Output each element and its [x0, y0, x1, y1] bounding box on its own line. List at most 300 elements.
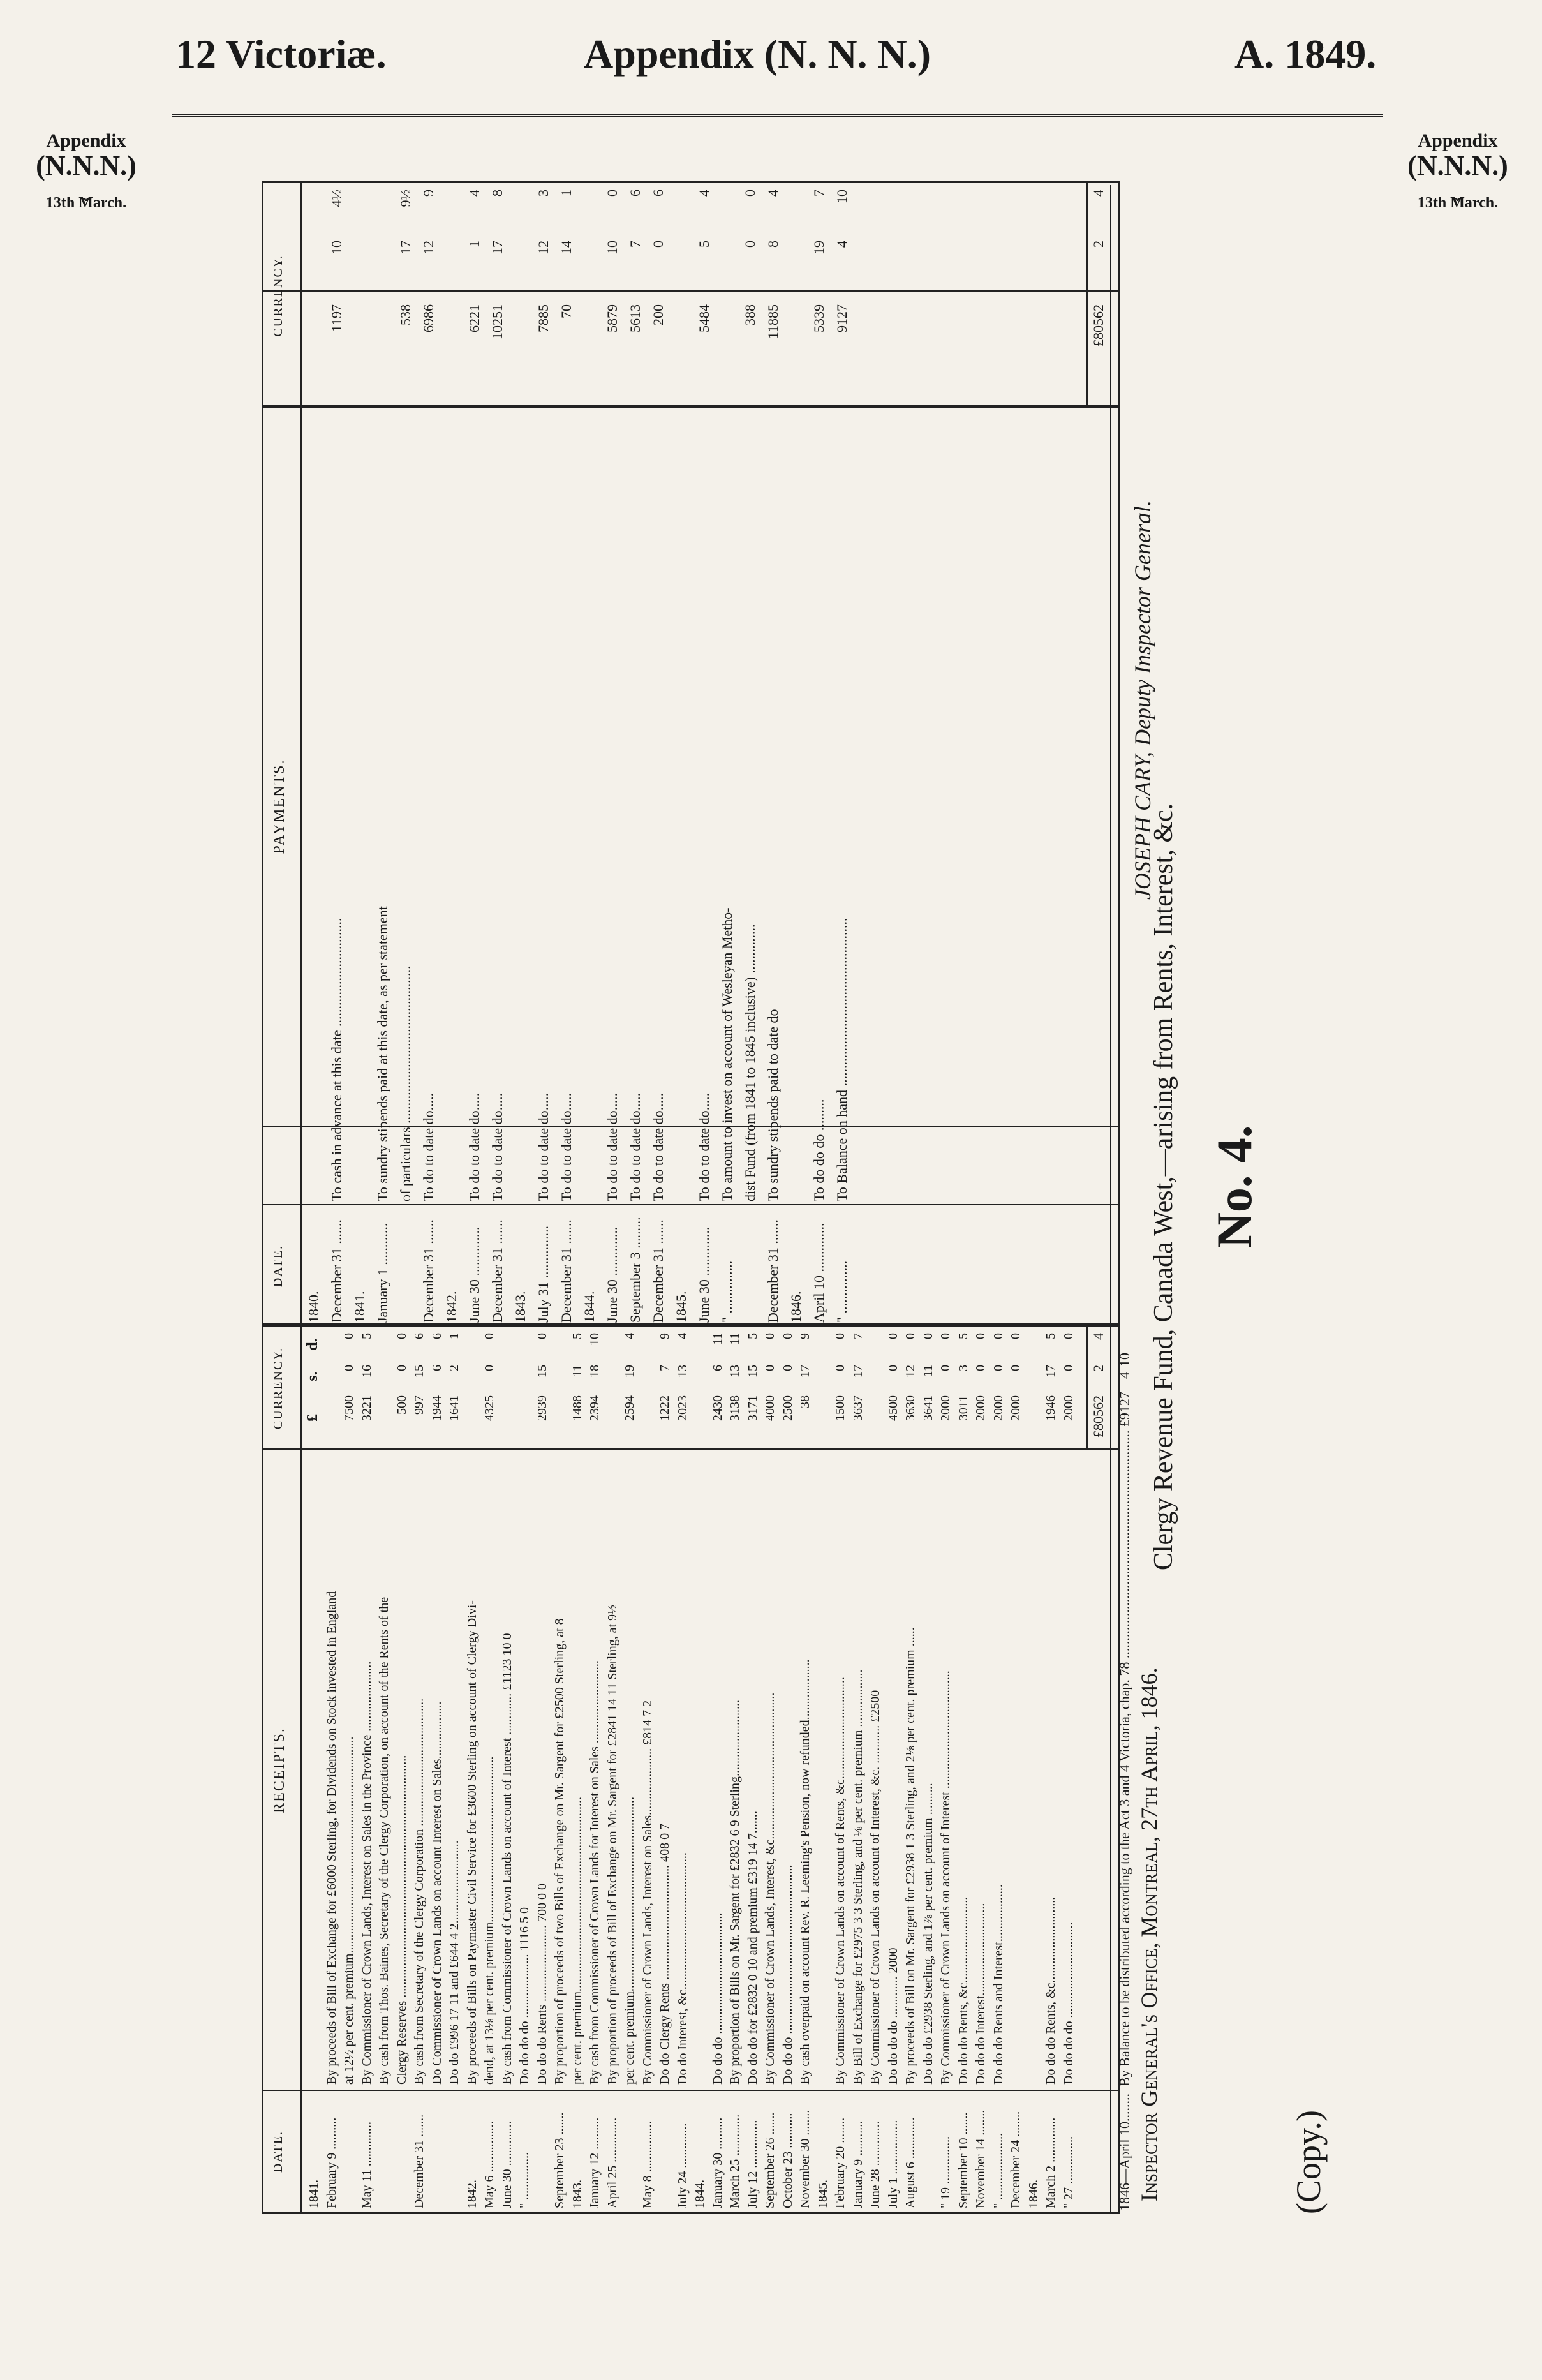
receipt-pounds: 997: [412, 1395, 426, 1415]
receipt-pence: 4: [623, 1333, 637, 1339]
receipt-date: May 6 ................: [482, 2121, 496, 2208]
payment-pounds: 5484: [696, 304, 712, 332]
receipt-pounds: 3637: [850, 1395, 865, 1421]
payment-pounds: 5613: [627, 304, 643, 332]
receipt-description: Do do do Rents, &c...........................: [1044, 1896, 1058, 2085]
receipts-date-heading: DATE.: [271, 2130, 285, 2173]
receipt-description: Clergy Reserves ............................................................................: [394, 1755, 409, 2085]
receipt-shillings: 0: [938, 1365, 953, 1371]
receipt-pence: 0: [886, 1333, 900, 1339]
receipt-shillings: 0: [833, 1365, 847, 1371]
col-divider: [263, 1448, 1118, 1450]
margin-date: 13th March.: [1417, 195, 1499, 211]
receipt-pence: 0: [342, 1333, 356, 1339]
receipt-pence: 7: [850, 1333, 865, 1339]
receipt-description: Do do Clergy Rents .................................... 408 0 7: [658, 1823, 672, 2085]
receipt-description: Do do do Interest.............................: [974, 1903, 988, 2085]
receipt-description: By cash from Commissioner of Crown Lands for Interest on Sales ..........................: [588, 1660, 602, 2085]
receipt-date: " 27 ...............: [1061, 2136, 1076, 2208]
receipt-pounds: 2430: [710, 1395, 725, 1421]
margin-date: 13th March.: [45, 195, 127, 211]
col-divider: [263, 2090, 1118, 2091]
payment-pounds: 5879: [604, 304, 620, 332]
receipt-pounds: 2000: [974, 1395, 988, 1421]
receipt-description: By cash from Commissioner of Crown Lands on account of Interest ............. £1123 10 0: [500, 1633, 514, 2085]
payment-description: To cash in advance at this date ...............................: [329, 918, 345, 1201]
payments-currency-heading: CURRENCY.: [271, 254, 285, 337]
receipt-pence: 5: [1044, 1333, 1058, 1339]
receipt-shillings: 7: [658, 1365, 672, 1371]
payment-pence: 4: [466, 190, 482, 197]
payment-description: To Balance on hand ................................................: [834, 918, 850, 1201]
receipt-date: " 19 ...............: [938, 2136, 953, 2208]
receipt-pounds: 1222: [658, 1395, 672, 1421]
receipt-date: 1846.: [1026, 2180, 1041, 2208]
payment-date: July 31 ...............: [535, 1225, 551, 1323]
receipt-date: December 24 ........: [1009, 2111, 1023, 2208]
receipt-date: 1843.: [570, 2180, 584, 2208]
payment-description: To do to date do.....: [466, 1092, 482, 1201]
receipt-date: December 31 .......: [412, 2114, 426, 2208]
receipt-date: 1842.: [464, 2180, 479, 2208]
receipts-total-pounds: £80562: [1090, 1395, 1106, 1438]
payment-pence: 8: [489, 190, 505, 197]
receipt-pounds: 3641: [921, 1395, 935, 1421]
receipt-date: July 1 .................: [886, 2120, 900, 2208]
fund-title: Clergy Revenue Fund, Canada West,—arising from Rents, Interest, &c.: [1149, 803, 1178, 1571]
receipt-pounds: 2594: [623, 1395, 637, 1421]
receipt-pence: 5: [956, 1333, 970, 1339]
receipt-date: " .....................: [991, 2132, 1005, 2208]
receipt-date: January 9 ...........: [850, 2120, 865, 2208]
pence-heading: d.: [304, 1338, 321, 1351]
receipt-description: Do do do Rents and Interest..................: [991, 1884, 1005, 2085]
payment-pence: 9: [420, 190, 436, 197]
receipt-shillings: 6: [429, 1365, 444, 1371]
payment-description: To sundry stipends paid to date do: [765, 1009, 781, 1201]
receipt-date: June 28 ..............: [868, 2121, 882, 2208]
receipt-pence: 5: [745, 1333, 760, 1339]
receipt-pence: 0: [1061, 1333, 1076, 1339]
payment-date: " ...............: [834, 1261, 850, 1323]
payment-pounds: 6986: [420, 304, 436, 332]
receipt-pence: 4: [675, 1333, 690, 1339]
receipt-pounds: 1500: [833, 1395, 847, 1421]
receipt-description: Do do do ......................................: [710, 1912, 725, 2085]
payment-pence: 9½: [397, 190, 413, 207]
payment-pounds: 7885: [535, 304, 551, 332]
payment-description: To do to date do.....: [535, 1092, 551, 1201]
receipt-shillings: 11: [570, 1365, 584, 1378]
receipt-description: Do do do .....................................................: [780, 1864, 795, 2085]
receipt-description: Do do do for £2832 0 10 and premium £319 14 7.......: [745, 1811, 760, 2085]
margin-note-right: [1384, 131, 1531, 212]
receipt-shillings: 3: [956, 1365, 970, 1371]
receipt-pounds: 2939: [535, 1395, 549, 1421]
receipt-date: 1845.: [815, 2180, 830, 2208]
margin-appendix: Appendix: [1418, 130, 1498, 151]
receipt-description: dend, at 13⅛ per cent. premium....................................................: [482, 1756, 496, 2085]
payment-date: December 31 .......: [489, 1219, 505, 1323]
receipt-description: Do do £996 17 11 and £644 4 2..........................: [447, 1840, 461, 2085]
receipt-date: " ...............: [517, 2152, 531, 2208]
receipt-pounds: 1641: [447, 1395, 461, 1421]
receipt-description: per cent. premium.............................................................: [570, 1796, 584, 2085]
payment-date: 1844.: [581, 1291, 597, 1323]
receipt-pounds: 1944: [429, 1395, 444, 1421]
payments-total-pounds: £80562: [1090, 304, 1106, 346]
pounds-heading: £: [304, 1414, 321, 1422]
receipt-pounds: 3221: [359, 1395, 374, 1421]
receipt-pounds: 2500: [780, 1395, 795, 1421]
payment-shillings: 10: [604, 241, 620, 255]
payments-heading: PAYMENTS.: [271, 759, 288, 854]
receipt-description: By proceeds of Bills on Paymaster Civil Service for £3600 Sterling on account of Clergy Divi-: [464, 1600, 479, 2085]
receipt-shillings: 17: [798, 1365, 812, 1378]
margin-brace: ⏟: [1451, 176, 1464, 199]
balance-date: 1846—April 10........: [1116, 2094, 1132, 2211]
receipt-shillings: 13: [675, 1365, 690, 1378]
receipt-description: By cash overpaid on account Rev. R. Leeming's Pension, now refunded...................: [798, 1659, 812, 2085]
receipt-pence: 6: [412, 1333, 426, 1339]
col-divider: [263, 1126, 1118, 1127]
payment-pounds: 200: [650, 304, 666, 325]
payment-date: January 1 ............: [374, 1223, 390, 1323]
receipt-description: at 12½ per cent. premium....................................................................: [342, 1736, 356, 2085]
receipt-description: Do do do Rents, &c...........................: [956, 1896, 970, 2085]
receipt-pounds: 4000: [763, 1395, 777, 1421]
receipt-shillings: 0: [763, 1365, 777, 1371]
payment-pence: 0: [604, 190, 620, 197]
receipt-shillings: 0: [886, 1365, 900, 1371]
receipt-date: May 8 ................: [640, 2121, 655, 2208]
receipt-pence: 6: [429, 1333, 444, 1339]
receipt-description: By proportion of proceeds of two Bills of Exchange on Mr. Sargent for £2500 Sterling, at 8: [552, 1618, 567, 2085]
receipt-date: 1841.: [307, 2180, 321, 2208]
receipt-description: By proceeds of Bill on Mr. Sargent for £2938 1 3 Sterling, and 2⅛ per cent. premium ......: [903, 1627, 917, 2085]
payment-shillings: 12: [535, 241, 551, 255]
receipt-date: September 23 .......: [552, 2112, 567, 2208]
receipt-pounds: 2394: [588, 1395, 602, 1421]
margin-brace: ⏟: [80, 176, 93, 199]
receipt-pence: 0: [482, 1333, 496, 1339]
payment-shillings: 4: [834, 241, 850, 248]
receipt-pence: 0: [780, 1333, 795, 1339]
payments-total-shillings: 2: [1090, 241, 1106, 248]
receipt-pounds: 7500: [342, 1395, 356, 1421]
payment-pounds: 11885: [765, 304, 781, 339]
receipt-description: By proportion of proceeds of Bill of Exchange on Mr. Sargent for £2841 14 11 Sterling, at 9½: [605, 1604, 619, 2085]
receipt-shillings: 15: [745, 1365, 760, 1378]
payment-description: To sundry stipends paid at this date, as per statement: [374, 906, 390, 1201]
payment-date: December 31 .......: [558, 1219, 574, 1323]
balance-text: By Balance to be distributed according to the Act 3 and 4 Victoria, chap. 78 ................................................................. £9127: [1116, 1392, 1132, 2086]
receipt-date: January 30 ..........: [710, 2117, 725, 2208]
receipt-description: By Commissioner of Crown Lands, Interest on Sales..................... £814 7 2: [640, 1700, 655, 2085]
col-divider: [263, 405, 1118, 408]
payment-shillings: 17: [397, 241, 413, 255]
payment-shillings: 0: [650, 241, 666, 248]
payment-description: To do to date do.....: [696, 1092, 712, 1201]
receipt-pounds: 3630: [903, 1395, 917, 1421]
receipt-pounds: 3011: [956, 1395, 970, 1421]
col-divider: [263, 1323, 1118, 1327]
receipt-date: July 12 ...............: [745, 2120, 760, 2208]
payment-date: 1842.: [443, 1291, 459, 1323]
receipt-description: Do do do £2938 Sterling, and 1⅞ per cent. premium ..........: [921, 1783, 935, 2085]
payments-total-rule: [1086, 183, 1088, 408]
receipt-description: By Commissioner of Crown Lands on account of Rents, &c................................: [833, 1677, 847, 2085]
receipt-pounds: 2023: [675, 1395, 690, 1421]
payment-pounds: 538: [397, 304, 413, 325]
payment-shillings: 17: [489, 241, 505, 255]
receipt-description: By cash from Secretary of the Clergy Corporation ........................................: [412, 1698, 426, 2085]
payment-date: December 31 .......: [329, 1219, 345, 1323]
margin-code: (N.N.N.): [36, 150, 137, 181]
payment-pounds: 70: [558, 304, 574, 318]
payment-description: To do to date do.....: [604, 1092, 620, 1201]
receipt-pence: 9: [658, 1333, 672, 1339]
payment-shillings: 10: [329, 241, 345, 255]
payment-pence: 3: [535, 190, 551, 197]
receipt-pounds: 500: [394, 1395, 409, 1415]
receipt-date: May 11 ..............: [359, 2122, 374, 2208]
receipt-pence: 0: [535, 1333, 549, 1339]
payment-pounds: 9127: [834, 304, 850, 332]
margin-appendix: Appendix: [46, 130, 126, 151]
receipt-shillings: 2: [447, 1365, 461, 1371]
payment-shillings: 0: [742, 241, 758, 248]
receipt-description: By Commissioner of Crown Lands on account of Interest .....................................: [938, 1670, 953, 2085]
payment-date: December 31 .......: [765, 1219, 781, 1323]
receipt-shillings: 0: [1061, 1365, 1076, 1371]
payment-shillings: 1: [466, 241, 482, 248]
receipt-date: April 25 ..............: [605, 2117, 619, 2208]
payment-date: June 30 ..............: [466, 1226, 482, 1323]
payment-pence: 7: [811, 190, 827, 197]
receipt-date: January 12 ..........: [588, 2117, 602, 2208]
payment-pence: 6: [650, 190, 666, 197]
page-header-left: 12 Victoriæ.: [175, 31, 387, 77]
receipt-pence: 0: [394, 1333, 409, 1339]
payment-shillings: 5: [696, 241, 712, 248]
payment-pence: 10: [834, 190, 850, 204]
receipt-date: November 14 ........: [974, 2109, 988, 2208]
receipt-description: By Bill of Exchange for £2975 3 3 Sterling, and ⅛ per cent. premium ..................: [850, 1669, 865, 2085]
receipt-date: March 2 ..............: [1044, 2117, 1058, 2208]
receipts-total-shillings: 2: [1090, 1365, 1106, 1372]
margin-note-left: [13, 131, 159, 212]
receipt-shillings: 12: [903, 1365, 917, 1378]
receipt-description: Do do do do ............. 2000: [886, 1947, 900, 2085]
receipts-currency-heading: CURRENCY.: [271, 1346, 285, 1430]
payment-shillings: 7: [627, 241, 643, 248]
office-line: Inspector General's Office, Montreal, 27th April, 1846.: [1136, 1667, 1162, 2201]
receipt-description: By Commissioner of Crown Lands on account of Interest, &c. ............ £2500: [868, 1690, 882, 2085]
receipt-pounds: 3171: [745, 1395, 760, 1421]
receipt-description: Do Commissioner of Crown Lands on account Interest on Sales..................: [429, 1701, 444, 2085]
receipt-pence: 0: [921, 1333, 935, 1339]
payment-date: December 31 .......: [420, 1219, 436, 1323]
receipt-shillings: 0: [342, 1365, 356, 1371]
payment-shillings: 12: [420, 241, 436, 255]
receipt-pence: 9: [798, 1333, 812, 1339]
col-divider: [263, 1204, 1118, 1205]
receipt-description: Do do Interest, &c...........................................: [675, 1852, 690, 2085]
receipt-shillings: 0: [991, 1365, 1005, 1371]
receipt-pence: 0: [991, 1333, 1005, 1339]
payment-pence: 4: [696, 190, 712, 197]
payments-date-heading: DATE.: [271, 1244, 285, 1288]
payment-shillings: 8: [765, 241, 781, 248]
receipt-shillings: 0: [974, 1365, 988, 1371]
receipt-pounds: 4325: [482, 1395, 496, 1421]
payment-date: June 30 ..............: [604, 1226, 620, 1323]
receipt-date: September 26 .......: [763, 2112, 777, 2208]
payment-description: To do to date do.....: [489, 1092, 505, 1201]
payment-pence: 4½: [329, 190, 345, 207]
receipt-description: By Commissioner of Crown Lands, Interest on Sales in the Province ......................: [359, 1661, 374, 2085]
receipt-description: Do do do Rents ........................ 700 0 0: [535, 1884, 549, 2085]
payment-date: September 3 .........: [627, 1217, 643, 1323]
receipt-pence: 5: [359, 1333, 374, 1339]
receipt-shillings: 6: [710, 1365, 725, 1371]
receipt-shillings: 15: [535, 1365, 549, 1378]
footer-rule: [1110, 185, 1111, 2214]
receipt-description: By proportion of Bills on Mr. Sargent for £2832 6 9 Sterling........................: [728, 1700, 742, 2085]
page-header-right: A. 1849.: [1234, 31, 1377, 77]
receipt-pence: 5: [570, 1333, 584, 1339]
receipt-pence: 11: [728, 1333, 742, 1346]
receipt-shillings: 13: [728, 1365, 742, 1378]
payment-description: To do to date do.....: [420, 1092, 436, 1201]
receipt-description: By Commissioner of Crown Lands, Interest, &c..............................................: [763, 1692, 777, 2085]
receipt-shillings: 0: [394, 1365, 409, 1371]
receipt-date: November 30 ........: [798, 2109, 812, 2208]
receipt-pounds: 1946: [1044, 1395, 1058, 1421]
payment-pence: 1: [558, 190, 574, 197]
receipt-pounds: 2000: [991, 1395, 1005, 1421]
payment-date: April 10 ..............: [811, 1223, 827, 1323]
balance-shillings: 4: [1116, 1372, 1132, 1379]
receipt-date: March 25 .............: [728, 2114, 742, 2208]
payment-pence: 0: [742, 190, 758, 197]
receipts-total-rule: [1086, 1327, 1088, 1450]
receipt-pence: 0: [974, 1333, 988, 1339]
receipts-heading: RECEIPTS.: [271, 1727, 288, 1813]
receipt-pence: 1: [447, 1333, 461, 1339]
receipt-shillings: 17: [850, 1365, 865, 1378]
payment-date: 1843.: [512, 1291, 528, 1323]
payment-pounds: 5339: [811, 304, 827, 332]
receipt-pounds: 2000: [1009, 1395, 1023, 1421]
payment-description: of particulars .............................................: [397, 965, 413, 1201]
payment-description: To do to date do.....: [650, 1092, 666, 1201]
payment-date: June 30 ..............: [696, 1226, 712, 1323]
receipt-pounds: 4500: [886, 1395, 900, 1421]
payment-pounds: 10251: [489, 304, 505, 339]
payment-description: To do to date do.....: [627, 1092, 643, 1201]
payment-date: 1840.: [306, 1291, 322, 1323]
receipt-shillings: 19: [623, 1365, 637, 1378]
receipt-pounds: 38: [798, 1395, 812, 1408]
payment-pence: 4: [765, 190, 781, 197]
payment-date: December 31 .......: [650, 1219, 666, 1323]
payment-description: To do do do .........: [811, 1099, 827, 1201]
payment-date: " ...............: [719, 1261, 735, 1323]
receipt-date: October 23 ...........: [780, 2113, 795, 2208]
receipt-pence: 0: [833, 1333, 847, 1339]
rotated-statement: [191, 134, 1353, 2240]
receipt-date: August 6 .............: [903, 2117, 917, 2208]
receipt-pence: 0: [763, 1333, 777, 1339]
receipts-total-pence: 4: [1090, 1333, 1106, 1340]
receipt-description: Do do do do ..............................: [1061, 1922, 1076, 2085]
signature: JOSEPH CARY, Deputy Inspector General.: [1130, 500, 1155, 900]
payment-pounds: 6221: [466, 304, 482, 332]
receipt-pounds: 1488: [570, 1395, 584, 1421]
payment-description: dist Fund (from 1841 to 1845 inclusive) ..............: [742, 924, 758, 1201]
receipt-description: per cent. premium.............................................................: [623, 1796, 637, 2085]
receipt-pence: 10: [588, 1333, 602, 1346]
balance-pence: 10: [1116, 1353, 1132, 1367]
payment-description: To amount to invest on account of Wesleyan Metho-: [719, 907, 735, 1201]
account-table: [262, 181, 1120, 2214]
receipt-date: 1844.: [693, 2180, 707, 2208]
receipt-pence: 0: [938, 1333, 953, 1339]
receipt-description: By proceeds of Bill of Exchange for £6000 Sterling, for Dividends on Stock invested in England: [324, 1591, 339, 2085]
page-header-center: Appendix (N. N. N.): [584, 31, 931, 77]
receipt-date: September 10 .......: [956, 2112, 970, 2208]
receipt-date: June 30 ..............: [500, 2121, 514, 2208]
header-rule: [172, 114, 1383, 117]
shillings-heading: s.: [304, 1371, 321, 1381]
receipt-pounds: 3138: [728, 1395, 742, 1421]
receipt-pence: 0: [903, 1333, 917, 1339]
copy-label: (Copy.): [1289, 2110, 1328, 2214]
receipt-shillings: 0: [482, 1365, 496, 1371]
payment-shillings: 14: [558, 241, 574, 255]
receipt-shillings: 0: [780, 1365, 795, 1371]
payment-pence: 6: [627, 190, 643, 197]
payment-date: 1845.: [673, 1291, 689, 1323]
margin-code: (N.N.N.): [1407, 150, 1508, 181]
receipt-shillings: 17: [1044, 1365, 1058, 1378]
receipt-shillings: 15: [412, 1365, 426, 1378]
receipt-pence: 0: [1009, 1333, 1023, 1339]
payment-pounds: 1197: [329, 304, 345, 332]
payment-shillings: 19: [811, 241, 827, 255]
receipt-shillings: 11: [921, 1365, 935, 1378]
col-divider: [263, 290, 1118, 292]
payment-description: To do to date do.....: [558, 1092, 574, 1201]
payment-pounds: 388: [742, 304, 758, 325]
receipt-date: July 24 ..............: [675, 2123, 690, 2208]
receipt-date: February 9 ..........: [324, 2117, 339, 2208]
payment-date: 1841.: [352, 1291, 367, 1323]
receipt-date: February 20 ........: [833, 2117, 847, 2208]
receipt-pence: 11: [710, 1333, 725, 1346]
receipt-shillings: 18: [588, 1365, 602, 1378]
receipt-pounds: 2000: [1061, 1395, 1076, 1421]
receipt-description: By cash from Thos. Baines, Secretary of the Clergy Corporation, on account of the Rents of the: [377, 1596, 391, 2085]
receipt-description: Do do do do .................... 1116 5 0: [517, 1907, 531, 2085]
document-number: No. 4.: [1206, 1125, 1262, 1249]
receipt-shillings: 0: [1009, 1365, 1023, 1371]
receipt-pounds: 2000: [938, 1395, 953, 1421]
receipt-shillings: 16: [359, 1365, 374, 1378]
payments-total-pence: 4: [1090, 190, 1106, 197]
